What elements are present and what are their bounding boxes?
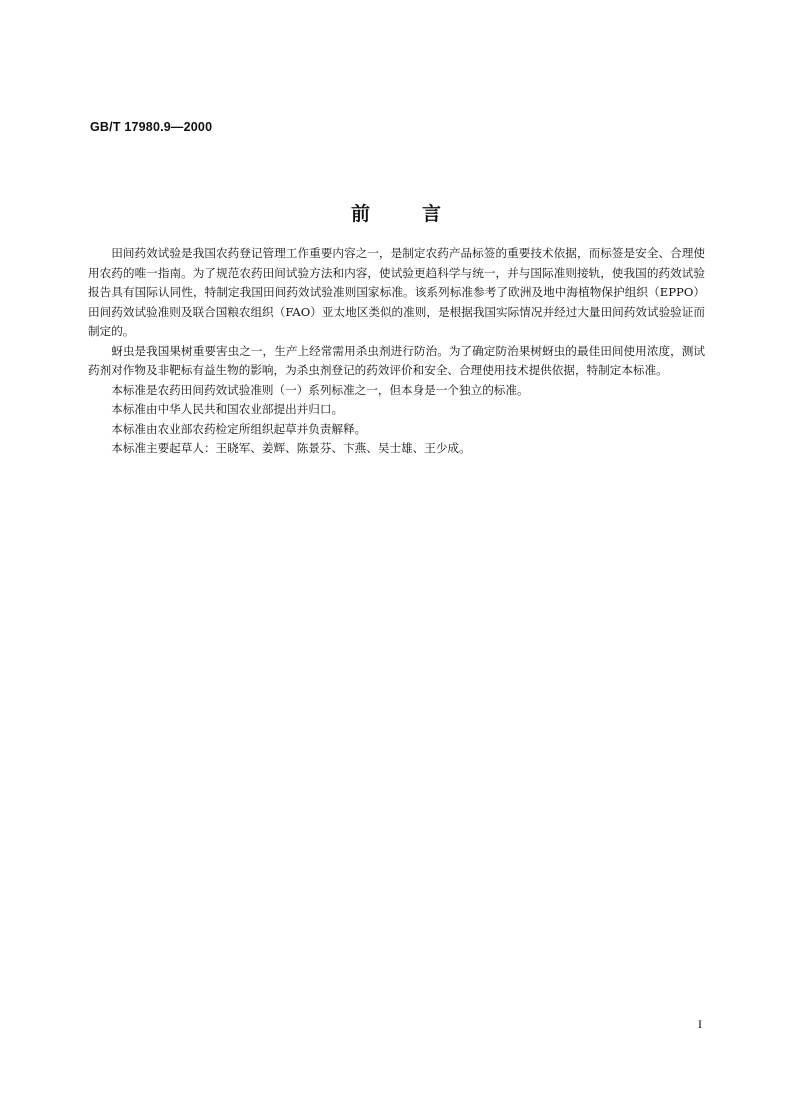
paragraph-purpose: 蚜虫是我国果树重要害虫之一，生产上经常需用杀虫剂进行防治。为了确定防治果树蚜虫的最佳田间使用浓度，测试药剂对作物及非靶标有益生物的影响，为杀虫剂登记的药效评价和安全、合理使用技术提供依据，特制定本标准。: [88, 343, 705, 377]
foreword-body: [88, 244, 705, 459]
paragraph-intro: 田间药效试验是我国农药登记管理工作重要内容之一，是制定农药产品标签的重要技术依据，而标签是安全、合理使用农药的唯一指南。为了规范农药田间试验方法和内容，使试验更趋科学与统一，并与国际准则接轨，使我国的药效试验报告具有国际认同性，特制定我国田间药效试验准则国家标准。该系列标准参考了欧洲及地中海植物保护组织（EPPO）田间药效试验准则及联合国粮农组织（FAO）亚太地区类似的准则，是根据我国实际情况并经过大量田间药效试验验证而制定的。: [88, 246, 705, 338]
paragraph-proposer: 本标准由中华人民共和国农业部提出并归口。: [111, 402, 344, 416]
paragraph-series: 本标准是农药田间药效试验准则（一）系列标准之一，但本身是一个独立的标准。: [111, 382, 529, 397]
paragraph-drafter-org: 本标准由农业部农药检定所组织起草并负责解释。: [111, 421, 367, 436]
paragraph-drafters: 本标准主要起草人：王晓军、姜辉、陈景芬、卞燕、吴士雄、王少成。: [111, 441, 471, 455]
page-title: 前言: [350, 203, 493, 225]
standard-code: GB/T 17980.9—2000: [90, 120, 213, 134]
page-number: I: [698, 1017, 702, 1031]
